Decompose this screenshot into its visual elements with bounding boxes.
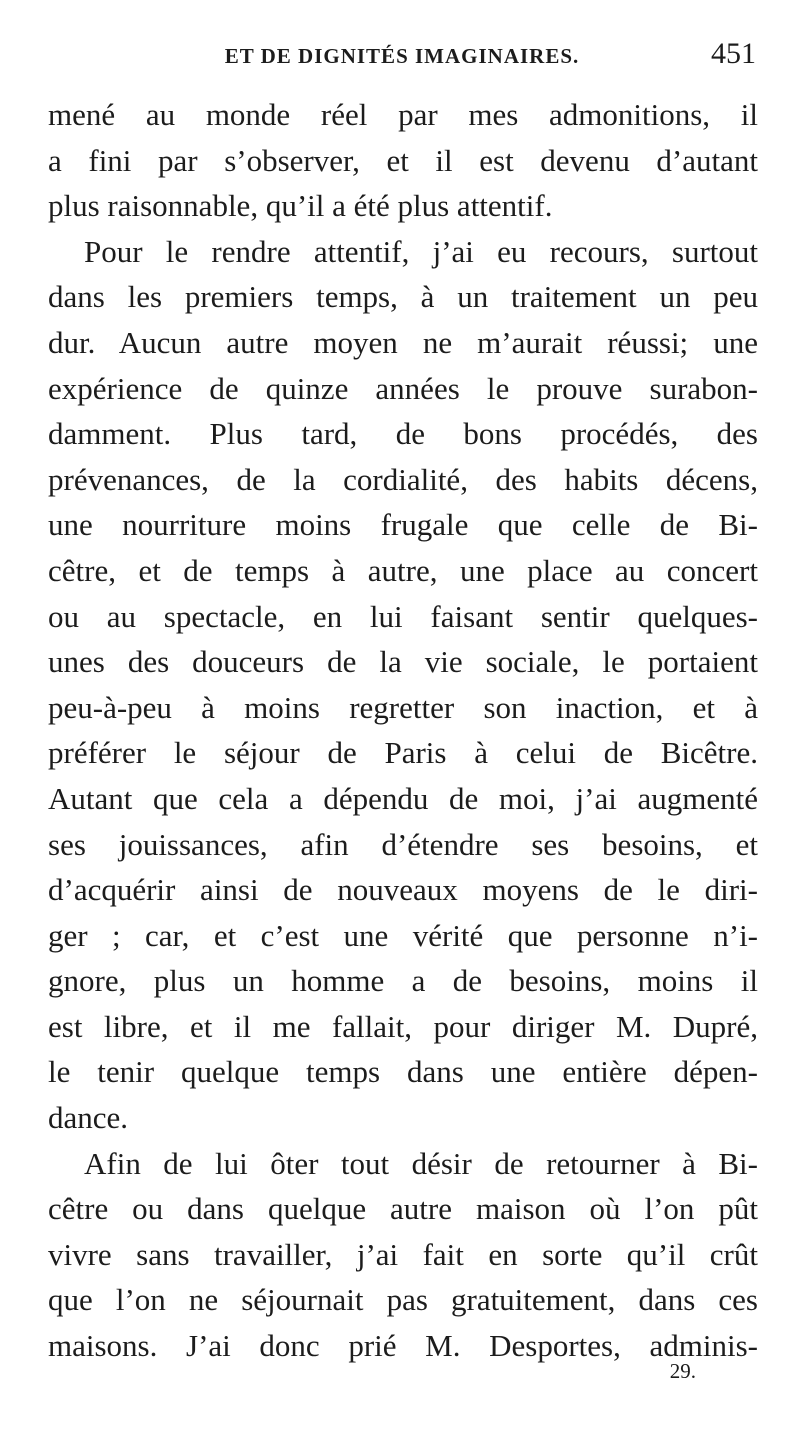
text-line: ger ; car, et c’est une vérité que personne n’i- (48, 917, 758, 953)
running-title: ET DE DIGNITÉS IMAGINAIRES. (224, 44, 580, 68)
text-line: ou au spectacle, en lui faisant sentir quelques- (48, 598, 758, 634)
text-line: maisons. J’ai donc prié M. Desportes, adminis- (48, 1328, 758, 1364)
text-line: est libre, et il me fallait, pour diriger M. Dupré, (48, 1008, 758, 1044)
text-line: cêtre, et de temps à autre, une place au concert (48, 552, 758, 588)
text-line: Autant que cela a dépendu de moi, j’ai augmenté (48, 780, 758, 816)
text-line: préférer le séjour de Paris à celui de Bicêtre. (48, 735, 758, 771)
body-text (48, 92, 758, 1369)
text-line: mené au monde réel par mes admonitions, il (48, 97, 758, 132)
text-line: a fini par s’observer, et il est devenu d’autant (48, 142, 758, 178)
text-line: le tenir quelque temps dans une entière dépen- (48, 1054, 758, 1090)
text-line: Pour le rendre attentif, j’ai eu recours, surtout (84, 233, 758, 269)
text-line: plus raisonnable, qu’il a été plus attentif. (48, 188, 553, 224)
text-line: dance. (48, 1100, 129, 1136)
text-line: une nourriture moins frugale que celle de Bi- (48, 507, 758, 543)
text-line: ses jouissances, afin d’étendre ses besoins, et (48, 826, 758, 862)
page-number: 451 (711, 37, 756, 70)
signature-mark: 29. (669, 1359, 696, 1383)
text-line: que l’on ne séjournait pas gratuitement, dans ces (48, 1282, 758, 1318)
text-line: d’acquérir ainsi de nouveaux moyens de le diri- (48, 872, 758, 908)
text-line: gnore, plus un homme a de besoins, moins il (48, 963, 758, 999)
text-line: dans les premiers temps, à un traitement un peu (48, 279, 758, 315)
text-line: expérience de quinze années le prouve surabon- (48, 370, 758, 406)
text-line: peu-à-peu à moins regretter son inaction, et à (48, 689, 758, 725)
text-line: Afin de lui ôter tout désir de retourner à Bi- (84, 1145, 758, 1181)
text-line: damment. Plus tard, de bons procédés, des (48, 416, 758, 452)
running-head (48, 36, 756, 76)
text-line: vivre sans travailler, j’ai fait en sorte qu’il crût (48, 1236, 758, 1272)
text-line: dur. Aucun autre moyen ne m’aurait réussi; une (48, 324, 758, 360)
text-line: unes des douceurs de la vie sociale, le portaient (48, 644, 758, 680)
text-line: prévenances, de la cordialité, des habits décens, (48, 461, 758, 497)
text-line: cêtre ou dans quelque autre maison où l’on pût (48, 1191, 758, 1227)
